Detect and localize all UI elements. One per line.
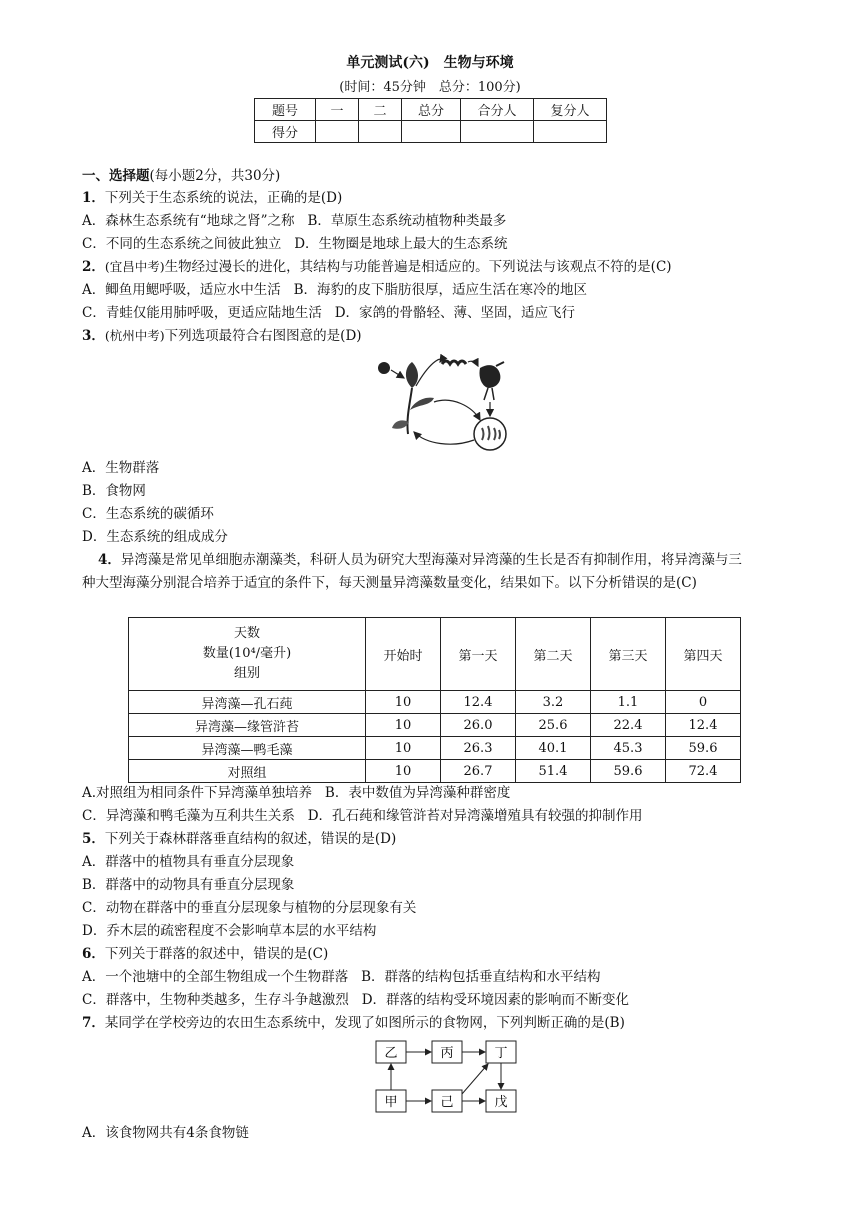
q5-option-c: C．动物在群落中的垂直分层现象与植物的分层现象有关: [82, 900, 417, 916]
q2-options-cd: C．青蛙仅能用肺呼吸，更适应陆地生活 D．家鸽的骨骼轻、薄、坚固，适应飞行: [82, 305, 576, 321]
question-5: 5．下列关于森林群落垂直结构的叙述，错误的是(D): [82, 831, 397, 847]
score-header-cell: 复分人: [534, 99, 607, 121]
node-wu-label: 戊: [494, 1095, 508, 1110]
q3-option-b: B．食物网: [82, 483, 146, 499]
table-col-header: 开始时: [366, 618, 441, 691]
question-7: 7．某同学在学校旁边的农田生态系统中，发现了如图所示的食物网，下列判断正确的是(B): [82, 1015, 625, 1031]
score-row-label: 得分: [255, 121, 316, 143]
score-header-cell: 二: [359, 99, 402, 121]
caterpillar-icon: [442, 361, 466, 364]
node-ding-label: 丁: [494, 1046, 508, 1061]
bird-icon: [479, 362, 504, 400]
score-table-row: [255, 121, 607, 143]
question-4: 4．异湾藻是常见单细胞赤潮藻类，科研人员为研究大型海藻对异湾藻的生长是否有抑制作用，将异湾藻与三: [98, 552, 742, 568]
q5-option-d: D．乔木层的疏密程度不会影响草本层的水平结构: [82, 923, 377, 939]
ecosystem-figure: [372, 348, 524, 454]
table-col-header: 第二天: [516, 618, 591, 691]
page-title: 单元测试(六) 生物与环境: [346, 55, 514, 71]
score-cell: [359, 121, 402, 143]
score-header-cell: 题号: [255, 99, 316, 121]
table-col-header: 第三天: [591, 618, 666, 691]
q3-option-a: A．生物群落: [82, 460, 160, 476]
question-1: 1．下列关于生态系统的说法，正确的是(D): [82, 190, 343, 206]
score-header-cell: 总分: [402, 99, 461, 121]
node-jia-label: 甲: [384, 1095, 398, 1110]
q3-option-c: C．生态系统的碳循环: [82, 506, 214, 522]
algae-data-table: [128, 617, 741, 783]
table-corner-cell: 天数 数量(10⁴/毫升) 组别: [129, 618, 366, 691]
table-col-header: 第四天: [666, 618, 741, 691]
score-table-header-row: [255, 99, 607, 121]
page-subtitle: (时间：45分钟 总分：100分): [339, 80, 521, 95]
q1-options-cd: C．不同的生态系统之间彼此独立 D．生物圈是地球上最大的生态系统: [82, 236, 508, 252]
node-bing-label: 丙: [440, 1046, 454, 1061]
food-web-diagram: [372, 1038, 522, 1114]
score-table: [254, 98, 607, 143]
question-2: 2．(宜昌中考)生物经过漫长的进化，其结构与功能普遍是相适应的。下列说法与该观点不符的是(C): [82, 259, 672, 275]
table-row: 对照组 10 26.7 51.4 59.6 72.4: [129, 760, 741, 783]
score-cell: [316, 121, 359, 143]
q6-options-cd: C．群落中，生物种类越多，生存斗争越激烈 D．群落的结构受环境因素的影响而不断变化: [82, 992, 630, 1008]
table-col-header: 第一天: [441, 618, 516, 691]
q1-options-ab: A．森林生态系统有“地球之肾”之称 B．草原生态系统动植物种类最多: [82, 213, 507, 229]
plant-icon: [392, 362, 434, 434]
q4-options-cd: C．异湾藻和鸭毛藻为互利共生关系 D．孔石莼和缘管浒苔对异湾藻增殖具有较强的抑制作用: [82, 808, 643, 824]
table-row: 异湾藻—缘管浒苔 10 26.0 25.6 22.4 12.4: [129, 714, 741, 737]
question-6: 6．下列关于群落的叙述中，错误的是(C): [82, 946, 329, 962]
score-header-cell: 一: [316, 99, 359, 121]
q6-options-ab: A．一个池塘中的全部生物组成一个生物群落 B．群落的结构包括垂直结构和水平结构: [82, 969, 601, 985]
node-ji-label: 己: [440, 1095, 454, 1110]
section-heading: 一、选择题(每小题2分，共30分): [82, 168, 281, 184]
q5-option-a: A．群落中的植物具有垂直分层现象: [82, 854, 295, 870]
table-header-row: [129, 618, 741, 691]
q5-option-b: B．群落中的动物具有垂直分层现象: [82, 877, 295, 893]
question-4-cont: 种大型海藻分别混合培养于适宜的条件下，每天测量异湾藻数量变化，结果如下。以下分析错误的是(C): [82, 575, 697, 591]
table-row: 异湾藻—孔石莼 10 12.4 3.2 1.1 0: [129, 691, 741, 714]
question-3: 3．(杭州中考)下列选项最符合右图图意的是(D): [82, 328, 362, 344]
score-cell: [534, 121, 607, 143]
sun-icon: [378, 362, 390, 374]
table-row: 异湾藻—鸭毛藻 10 26.3 40.1 45.3 59.6: [129, 737, 741, 760]
q3-option-d: D．生态系统的组成成分: [82, 529, 228, 545]
q7-option-a: A．该食物网共有4条食物链: [82, 1125, 249, 1141]
score-header-cell: 合分人: [461, 99, 534, 121]
score-cell: [461, 121, 534, 143]
q2-options-ab: A．鲫鱼用鳃呼吸，适应水中生活 B．海豹的皮下脂肪很厚，适应生活在寒冷的地区: [82, 282, 588, 298]
score-cell: [402, 121, 461, 143]
node-yi-label: 乙: [384, 1046, 398, 1061]
q4-options-ab: A.对照组为相同条件下异湾藻单独培养 B．表中数值为异湾藻种群密度: [82, 785, 511, 801]
